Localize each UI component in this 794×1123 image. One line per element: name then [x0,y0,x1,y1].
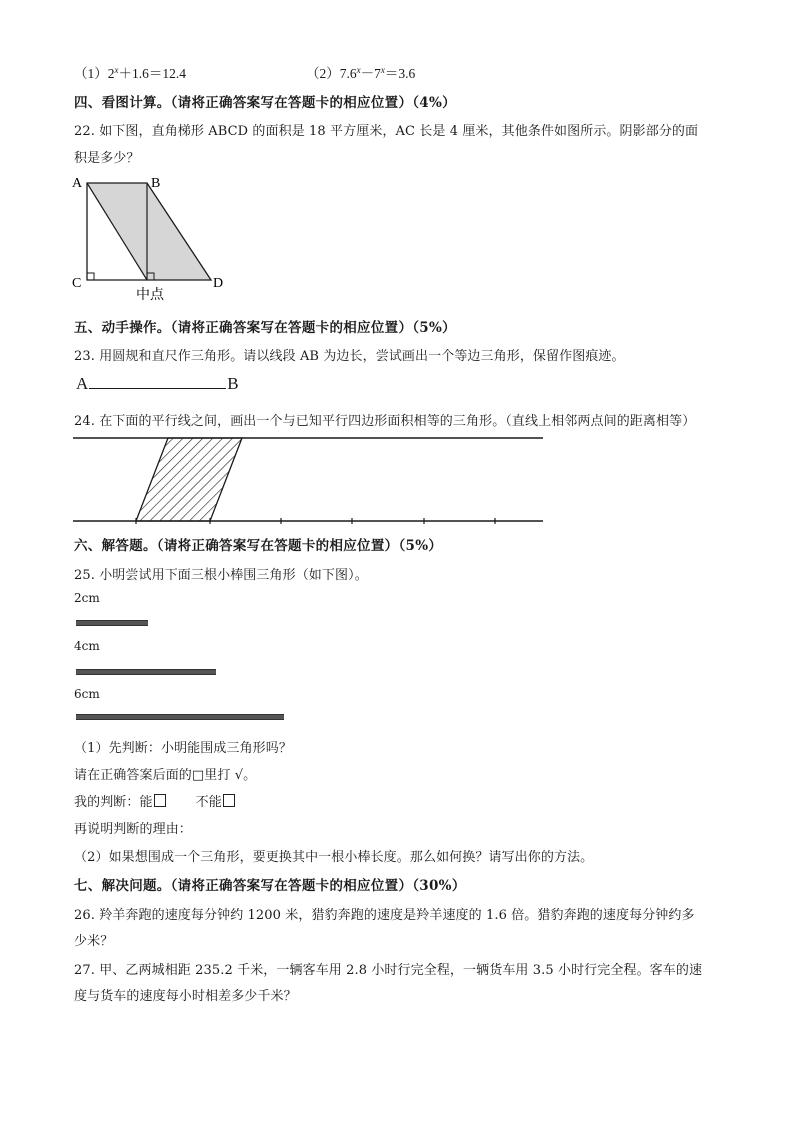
judgment-line [74,791,235,810]
eq1-rest: ＋1.6＝12.4 [118,66,186,81]
segment-label-b: B [227,374,239,393]
section-6-heading: 六、解答题。（请将正确答案写在答题卡的相应位置）（5%） [74,538,443,554]
question-22-line-2: 积是多少？ [74,151,140,166]
shaded-region [87,183,211,280]
equation-2 [306,62,415,82]
eq1-prefix: （1）2 [74,66,115,81]
section-4-heading: 四、看图计算。（请将正确答案写在答题卡的相应位置）（4%） [74,95,456,111]
section-5-heading: 五、动手操作。（请将正确答案写在答题卡的相应位置）（5%） [74,320,456,336]
label-d: D [213,276,224,291]
question-27-line-2: 度与货车的速度每小时相差多少千米？ [74,989,297,1004]
hatched-parallelogram [136,438,242,521]
label-b: B [151,176,161,191]
question-25-part-1: （1）先判断：小明能围成三角形吗？ [74,741,292,756]
stick-4cm [76,669,216,675]
reason-prompt: 再说明判断的理由： [74,822,192,837]
question-26-line-1: 26. 羚羊奔跑的速度每分钟约 1200 米，猎豹奔跑的速度是羚羊速度的 1.6 倍。猎豹奔跑的速度每分钟约多 [74,908,695,923]
segment-label-a: A [76,374,89,393]
eq2-variable-2: x [380,65,385,75]
section-7-heading: 七、解决问题。（请将正确答案写在答题卡的相应位置）（30%） [74,878,466,894]
label-c: C [72,276,82,291]
trapezoid-figure [66,170,246,305]
question-25: 25. 小明尝试用下面三根小棒围三角形（如下图）。 [74,568,368,583]
question-24: 24. 在下面的平行线之间，画出一个与已知平行四边形面积相等的三角形。（直线上相邻两点间的距离相等） [74,414,696,429]
judge-yes-label: 我的判断：能 [74,795,153,810]
eq2-prefix: （2）7.6 [306,66,357,81]
question-27-line-1: 27. 甲、乙两城相距 235.2 千米，一辆客车用 2.8 小时行完全程，一辆货车用 3.5 小时行完全程。客车的速 [74,963,703,978]
stick-2cm [76,620,148,626]
label-a: A [72,176,83,191]
judge-yes-checkbox[interactable] [154,794,166,807]
parallel-lines-figure [70,432,548,528]
segment-line [89,374,226,389]
eq1-variable: x [114,65,119,75]
judge-no-checkbox[interactable] [223,794,235,807]
question-25-instruction: 请在正确答案后面的□里打 √。 [74,768,257,783]
question-22-line-1: 22. 如下图，直角梯形 ABCD 的面积是 18 平方厘米，AC 长是 4 厘米，其他条件如图所示。阴影部分的面 [74,124,699,139]
right-angle-mark-c [87,273,94,280]
eq2-rest: ＝3.6 [384,66,416,81]
eq2-variable-1: x [356,65,361,75]
equation-1 [74,62,186,82]
judge-no-label: 不能 [195,795,222,810]
eq2-mid: －7 [360,66,381,81]
stick-1-label: 2cm [74,591,100,605]
stick-3-label: 6cm [74,687,100,701]
segment-ab [76,374,239,394]
stick-2-label: 4cm [74,639,100,653]
question-23: 23. 用圆规和直尺作三角形。请以线段 AB 为边长，尝试画出一个等边三角形，保留作图痕迹。 [74,349,625,364]
question-25-part-2: （2）如果想围成一个三角形，要更换其中一根小棒长度。那么如何换？请写出你的方法。 [74,850,594,865]
stick-6cm [76,714,284,720]
label-midpoint: 中点 [136,288,164,303]
question-26-line-2: 少米？ [74,934,114,949]
